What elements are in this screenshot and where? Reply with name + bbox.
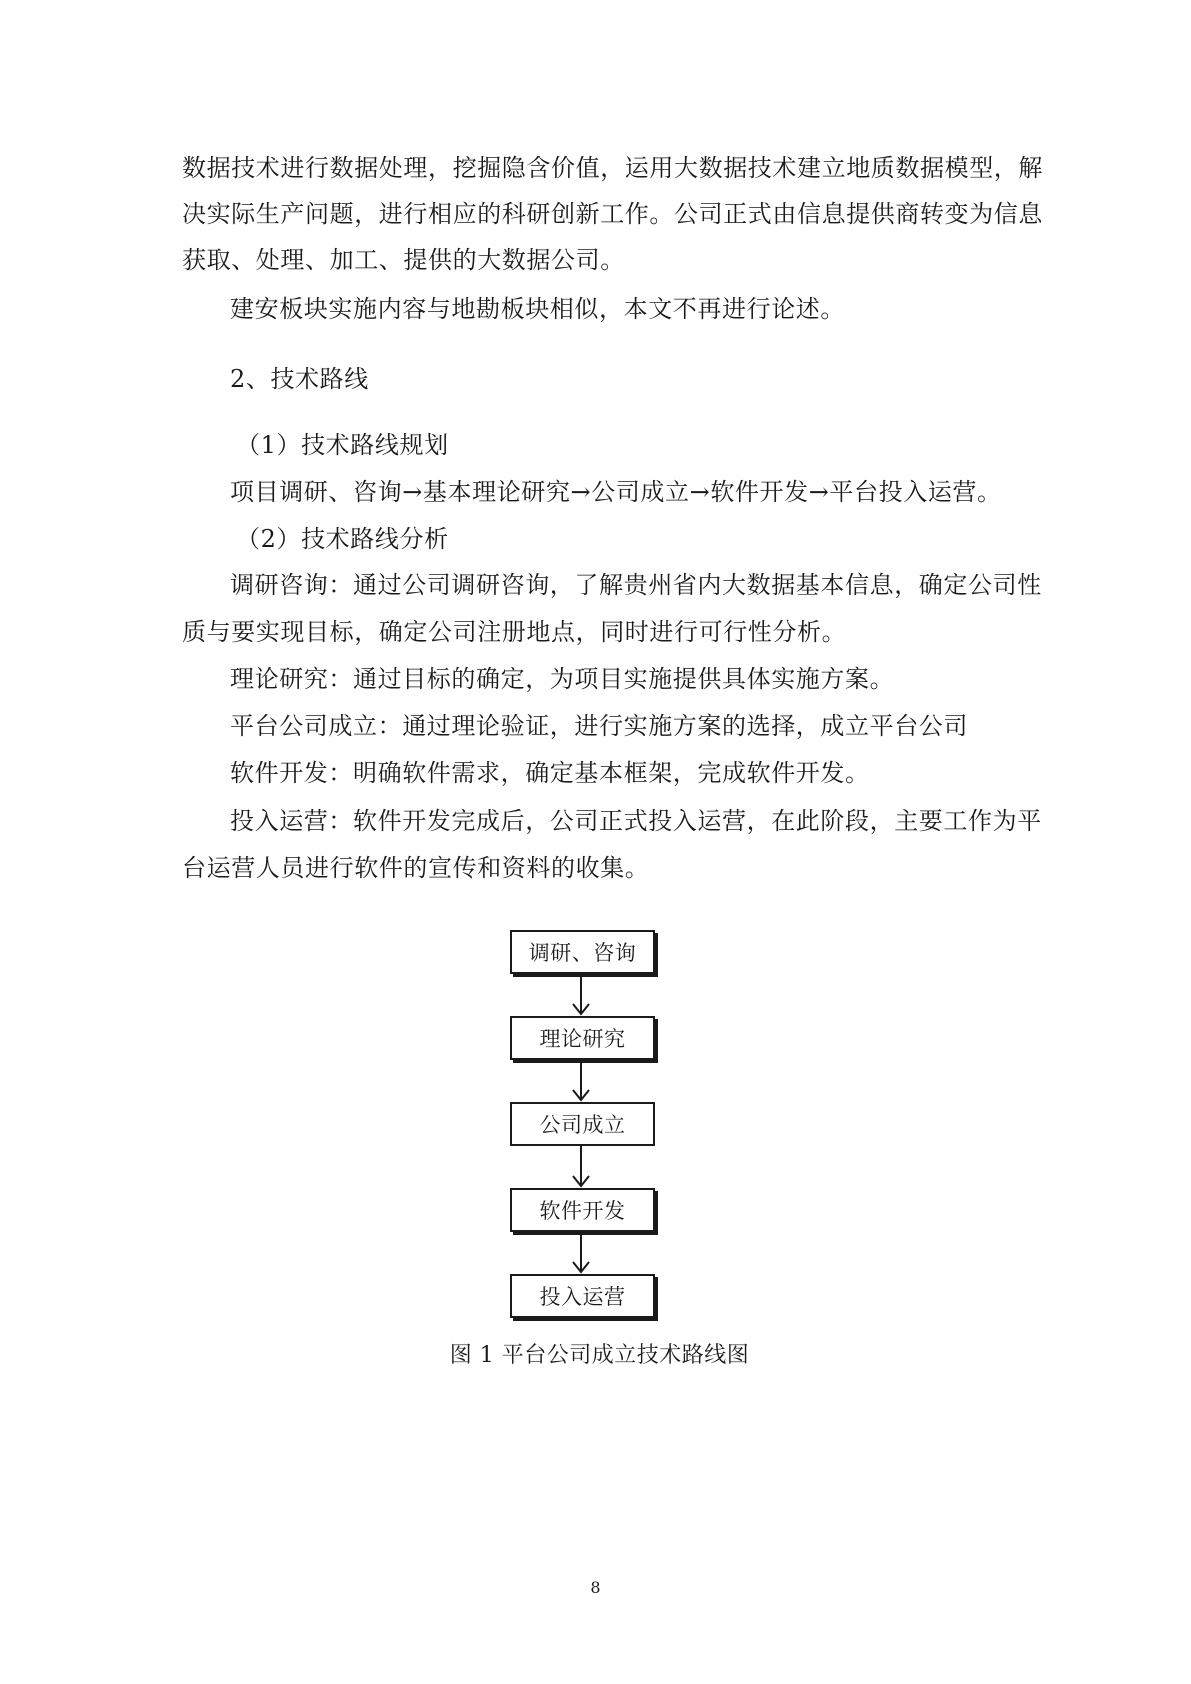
subsection-heading-1: （1）技术路线规划 <box>236 431 449 459</box>
figure-caption: 图 1 平台公司成立技术路线图 <box>449 1343 750 1368</box>
arrow-down-icon <box>571 1146 591 1188</box>
analysis-line-2: 质与要实现目标，确定公司注册地点，同时进行可行性分析。 <box>182 618 847 646</box>
analysis-line-6: 投入运营：软件开发完成后，公司正式投入运营，在此阶段，主要工作为平 <box>230 807 1042 835</box>
analysis-line-3: 理论研究：通过目标的确定，为项目实施提供具体实施方案。 <box>230 665 895 693</box>
flow-step-theory: 理论研究 <box>510 1016 655 1060</box>
paragraph-line-4: 建安板块实施内容与地勘板块相似，本文不再进行论述。 <box>230 295 845 323</box>
arrow-down-icon <box>571 974 591 1016</box>
flow-step-operation: 投入运营 <box>510 1274 655 1318</box>
analysis-line-5: 软件开发：明确软件需求，确定基本框架，完成软件开发。 <box>230 759 870 787</box>
arrow-down-icon <box>571 1232 591 1274</box>
paragraph-line-2: 决实际生产问题，进行相应的科研创新工作。公司正式由信息提供商转变为信息 <box>182 200 1043 228</box>
route-summary: 项目调研、咨询→基本理论研究→公司成立→软件开发→平台投入运营。 <box>230 478 1002 506</box>
arrow-down-icon <box>571 1060 591 1102</box>
section-heading: 2、技术路线 <box>230 365 369 393</box>
paragraph-line-1: 数据技术进行数据处理，挖掘隐含价值，运用大数据技术建立地质数据模型，解 <box>182 154 1043 182</box>
flow-step-research: 调研、咨询 <box>510 930 655 974</box>
page-number: 8 <box>590 1578 601 1597</box>
flow-step-company: 公司成立 <box>510 1102 655 1146</box>
analysis-line-4: 平台公司成立：通过理论验证，进行实施方案的选择，成立平台公司 <box>230 712 968 740</box>
flow-step-software: 软件开发 <box>510 1188 655 1232</box>
analysis-line-1: 调研咨询：通过公司调研咨询，了解贵州省内大数据基本信息，确定公司性 <box>230 571 1042 599</box>
analysis-line-7: 台运营人员进行软件的宣传和资料的收集。 <box>182 854 650 882</box>
paragraph-line-3: 获取、处理、加工、提供的大数据公司。 <box>182 246 625 274</box>
subsection-heading-2: （2）技术路线分析 <box>236 525 449 553</box>
